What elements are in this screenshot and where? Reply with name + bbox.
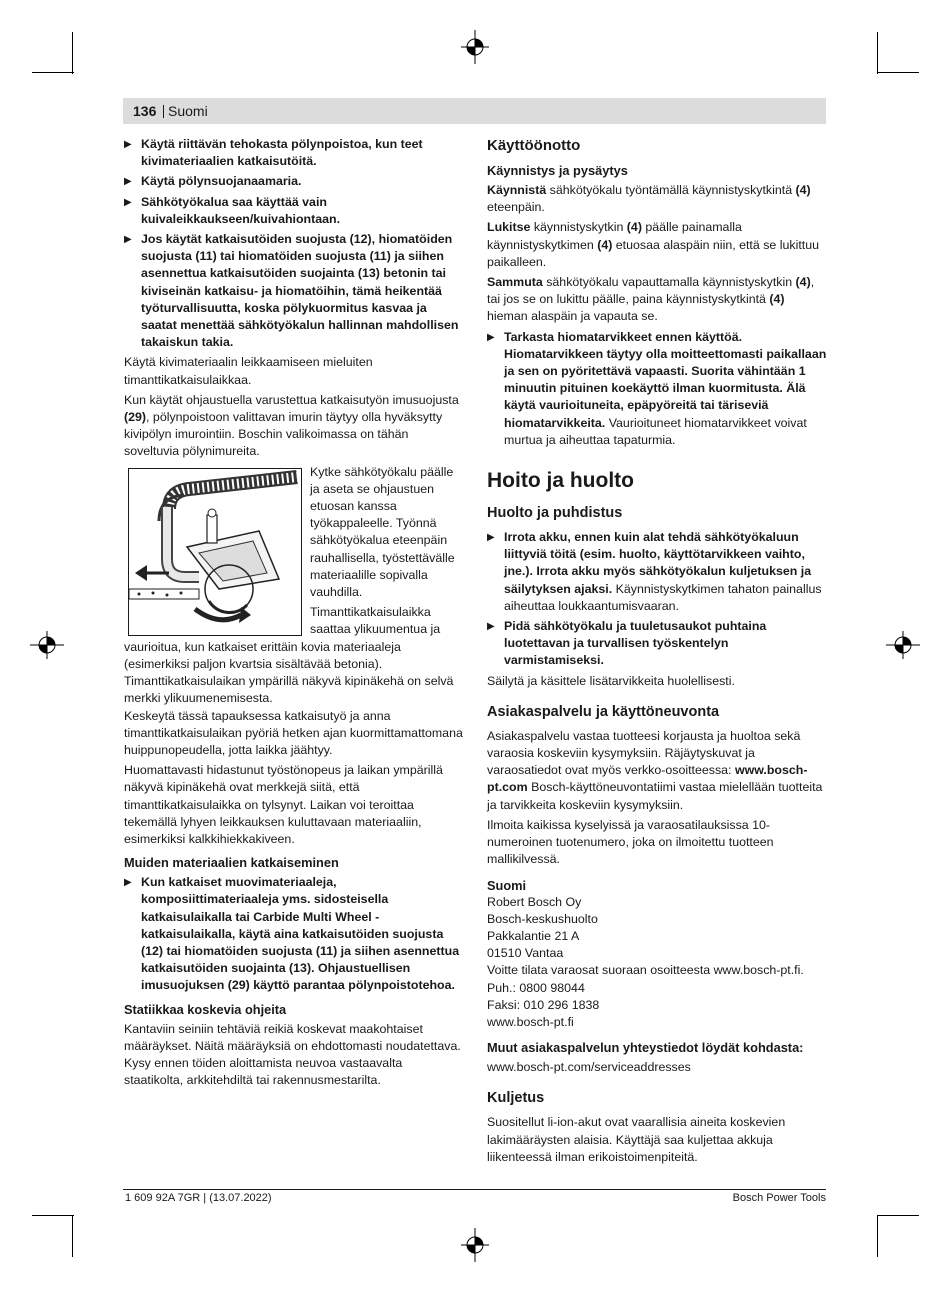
section-heading: Asiakaspalvelu ja käyttöneuvonta bbox=[487, 703, 720, 720]
paragraph: Timanttikatkaisulaikka saattaa ylikuumentua ja vaurioitua, kun katkaiset erittäin kovia materiaaleja (esimerkiksi paljon kvartsia sisältävää betonia). Timanttikatkaisulaikan ympärillä näkyvä kipinäkehä on selvä merkki ylikuumenemisesta. bbox=[124, 605, 454, 706]
address-line: Puh.: 0800 98044 bbox=[487, 980, 585, 995]
address-line: Bosch-keskushuolto bbox=[487, 911, 598, 926]
paragraph: Huomattavasti hidastunut työstönopeus ja laikan ympärillä näkyvä kipinäkehä ovat merkkejä siitä, että timanttikatkaisulaikka on tylsynyt. Laikan voi teroittaa tekemällä lyhyen leikkauksen kuluttavaan materiaaliin, esimerkiksi kalkkihiekkakiveen. bbox=[124, 763, 443, 846]
sub-heading: Käynnistys ja pysäytys bbox=[487, 163, 628, 178]
paragraph: Keskeytä tässä tapauksessa katkaisutyö ja anna timanttikatkaisulaikan pyöriä hetken ajan kuormittamattomana huippunopeudella, jotta laikka jäähtyy. bbox=[124, 708, 463, 757]
figure-section bbox=[124, 464, 464, 708]
page-number: 136 bbox=[133, 103, 157, 119]
safety-bullet: ▶ Pidä sähkötyökalu ja tuuletusaukot puhtaina luotettavan ja turvallisen työskentelyn varmistamiseksi. bbox=[487, 619, 767, 668]
left-column bbox=[124, 136, 464, 1092]
sub-heading: Muut asiakaspalvelun yhteystiedot löydät kohdasta: bbox=[487, 1040, 804, 1056]
service-link[interactable]: www.bosch-pt.com/serviceaddresses bbox=[487, 1060, 691, 1075]
sub-heading: Suomi bbox=[487, 877, 527, 893]
crop-mark bbox=[877, 32, 878, 74]
bullet-arrow-icon: ▶ bbox=[124, 877, 132, 889]
address-line: Faksi: 010 296 1838 bbox=[487, 997, 600, 1012]
address-line: www.bosch-pt.fi bbox=[487, 1014, 574, 1029]
registration-mark-icon bbox=[30, 631, 64, 659]
cutting-illustration bbox=[128, 468, 302, 636]
registration-mark-icon bbox=[461, 1228, 489, 1262]
paragraph: Asiakaspalvelu vastaa tuotteesi korjausta ja huoltoa sekä varaosia koskeviin kysymyksiin. Räjäytyskuvat ja varaosatiedot ovat myös verkko-osoitteessa: www.bosch-pt.com Bosch-käyttöneuvontatiimi vastaa mielellään tuotteita ja tarvikkeita koskeviin kysymyksiin. bbox=[487, 728, 823, 812]
section-heading: Huolto ja puhdistus bbox=[487, 505, 623, 522]
right-column bbox=[487, 136, 827, 1169]
section-heading: Statiikkaa koskevia ohjeita bbox=[124, 1001, 287, 1017]
crop-mark bbox=[32, 72, 74, 73]
bullet-arrow-icon: ▶ bbox=[124, 139, 132, 150]
paragraph: Lukitse käynnistyskytkin (4) päälle painamalla käynnistyskytkimen (4) etuosaa alaspäin niin, että se lukittuu paikalleen. bbox=[487, 220, 819, 269]
safety-bullet: ▶ Jos käytät katkaisutöiden suojusta (12), hiomatöiden suojusta (11) tai hiomatöiden suojusta (11) ja siihen asennettua katkaisutöiden suojainta (13) betonin tai kiviseinän katkaisu- ja hiomatöihin, tämä heikentää työturvallisuutta, koska pölykuormitus kasvaa ja saatat menettää sähkötyökalun hallinnan mahdollisen takaiskun takia. bbox=[124, 232, 459, 350]
paragraph: Säilytä ja käsittele lisätarvikkeita huolellisesti. bbox=[487, 673, 735, 688]
bullet-arrow-icon: ▶ bbox=[124, 176, 132, 188]
address-line: Robert Bosch Oy bbox=[487, 894, 582, 909]
crop-mark bbox=[72, 32, 73, 74]
section-heading: Käyttöönotto bbox=[487, 137, 581, 154]
crop-mark bbox=[877, 72, 919, 73]
safety-bullet: ▶ Irrota akku, ennen kuin alat tehdä sähkötyökaluun liittyviä töitä (esim. huolto, käyttötarvikkeen vaihto, jne.). Irrota akku myös sähkötyökalun kuljetuksen ja säilytyksen ajaksi. Käynnistyskytkimen tahaton painallus aiheuttaa loukkaantumisvaaran. bbox=[487, 530, 822, 613]
crop-mark bbox=[32, 1215, 74, 1216]
paragraph: Ilmoita kaikissa kyselyissä ja varaosatilauksissa 10-numeroinen tuotenumero, joka on ilmoitettu tuotteen mallikilvessä. bbox=[487, 817, 774, 867]
footer-document-id: 1 609 92A 7GR | (13.07.2022) bbox=[125, 1192, 272, 1204]
safety-bullet: ▶ Kun katkaiset muovimateriaaleja, komposiittimateriaaleja yms. sidosteisella katkaisulaikalla tai Carbide Multi Wheel -katkaisulaikalla, käytä aina katkaisutöiden suojusta (12) tai hiomatöiden suojusta (11) ja siihen asennettua katkaisutöiden suojainta (13). Ohjaustuellisen imusuojuksen (29) käyttö parantaa pölynpoistotehoa. bbox=[124, 875, 460, 993]
registration-mark-icon bbox=[461, 30, 489, 64]
header-separator bbox=[163, 105, 164, 118]
address-block bbox=[487, 894, 827, 1032]
paragraph: Suositellut li-ion-akut ovat vaarallisia aineita koskevien lakimääräysten alaisia. Käyttäjä saa kuljettaa akkuja liikenteessä ilman erikoistoimenpiteitä. bbox=[487, 1115, 786, 1164]
crop-mark bbox=[877, 1215, 878, 1257]
address-line: Pakkalantie 21 A bbox=[487, 928, 580, 943]
paragraph: Kantaviin seiniin tehtäviä reikiä koskevat maakohtaiset määräykset. Näitä määräyksiä on ehdottomasti noudatettava. Kysy ennen töiden aloittamista neuvoa vastaavalta staatikolta, arkkitehdiltä tai rakennusmestarilta. bbox=[124, 1021, 461, 1088]
page-language: Suomi bbox=[168, 103, 208, 119]
bullet-arrow-icon: ▶ bbox=[487, 532, 495, 544]
registration-mark-icon bbox=[886, 631, 920, 659]
safety-bullet: ▶ Käytä riittävän tehokasta pölynpoistoa, kun teet kivimateriaalien katkaisutöitä. bbox=[124, 137, 423, 169]
section-heading: Muiden materiaalien katkaiseminen bbox=[124, 855, 339, 871]
crop-mark bbox=[877, 1215, 919, 1216]
bullet-arrow-icon: ▶ bbox=[487, 331, 495, 343]
safety-bullet: ▶ Tarkasta hiomatarvikkeet ennen käyttöä. Hiomatarvikkeen täytyy olla moitteettomasti paikallaan ja sen on pyöritettävä vapaasti. Suorita vähintään 1 minuutin pituinen koekäyttö ilman kuormitusta. Älä käytä vaurioituneita, epäpyöreitä tai täriseviä hiomatarvikkeita. Vaurioituneet hiomatarvikkeet voivat murtua ja aiheuttaa tapaturmia. bbox=[487, 329, 827, 447]
crop-mark bbox=[72, 1215, 73, 1257]
angle-grinder-cutting-icon bbox=[129, 469, 301, 635]
paragraph: Käytä kivimateriaalin leikkaamiseen mieluiten timanttikatkaisulaikkaa. bbox=[124, 355, 373, 387]
safety-bullet: ▶ Sähkötyökalua saa käyttää vain kuivaleikkaukseen/kuivahiontaan. bbox=[124, 194, 341, 226]
paragraph: Kun käytät ohjaustuella varustettua katkaisutyön imusuojusta (29), pölynpoistoon valittavan imurin täytyy olla hyväksytty kivipölyn imurointiin. Boschin valikoimassa on tähän soveltuvia pölynimureita. bbox=[124, 392, 459, 459]
paragraph: Kytke sähkötyökalu päälle ja aseta se ohjaustuen etuosan kanssa työkappaleelle. Työnnä sähkötyökalua eteenpäin rauhallisella, työstettävälle materiaalille sopivalla vauhdilla. bbox=[310, 464, 455, 600]
bullet-arrow-icon: ▶ bbox=[124, 234, 132, 246]
paragraph: Sammuta sähkötyökalu vapauttamalla käynnistyskytkin (4), tai jos se on lukittu päälle, paina käynnistyskytkintä (4) hieman alaspäin ja vapauta se. bbox=[487, 275, 815, 324]
footer-rule bbox=[123, 1189, 826, 1190]
address-line: 01510 Vantaa bbox=[487, 946, 564, 961]
paragraph: Käynnistä sähkötyökalu työntämällä käynnistyskytkintä (4) eteenpäin. bbox=[487, 183, 811, 215]
safety-bullet: ▶ Käytä pölynsuojanaamaria. bbox=[124, 173, 464, 190]
footer-brand: Bosch Power Tools bbox=[732, 1192, 826, 1204]
section-heading: Kuljetus bbox=[487, 1090, 545, 1107]
address-line: Voitte tilata varaosat suoraan osoitteesta www.bosch-pt.fi. bbox=[487, 963, 804, 978]
page-header bbox=[123, 98, 826, 124]
bullet-arrow-icon: ▶ bbox=[487, 621, 495, 633]
bullet-arrow-icon: ▶ bbox=[124, 196, 132, 208]
chapter-heading: Hoito ja huolto bbox=[487, 469, 634, 493]
